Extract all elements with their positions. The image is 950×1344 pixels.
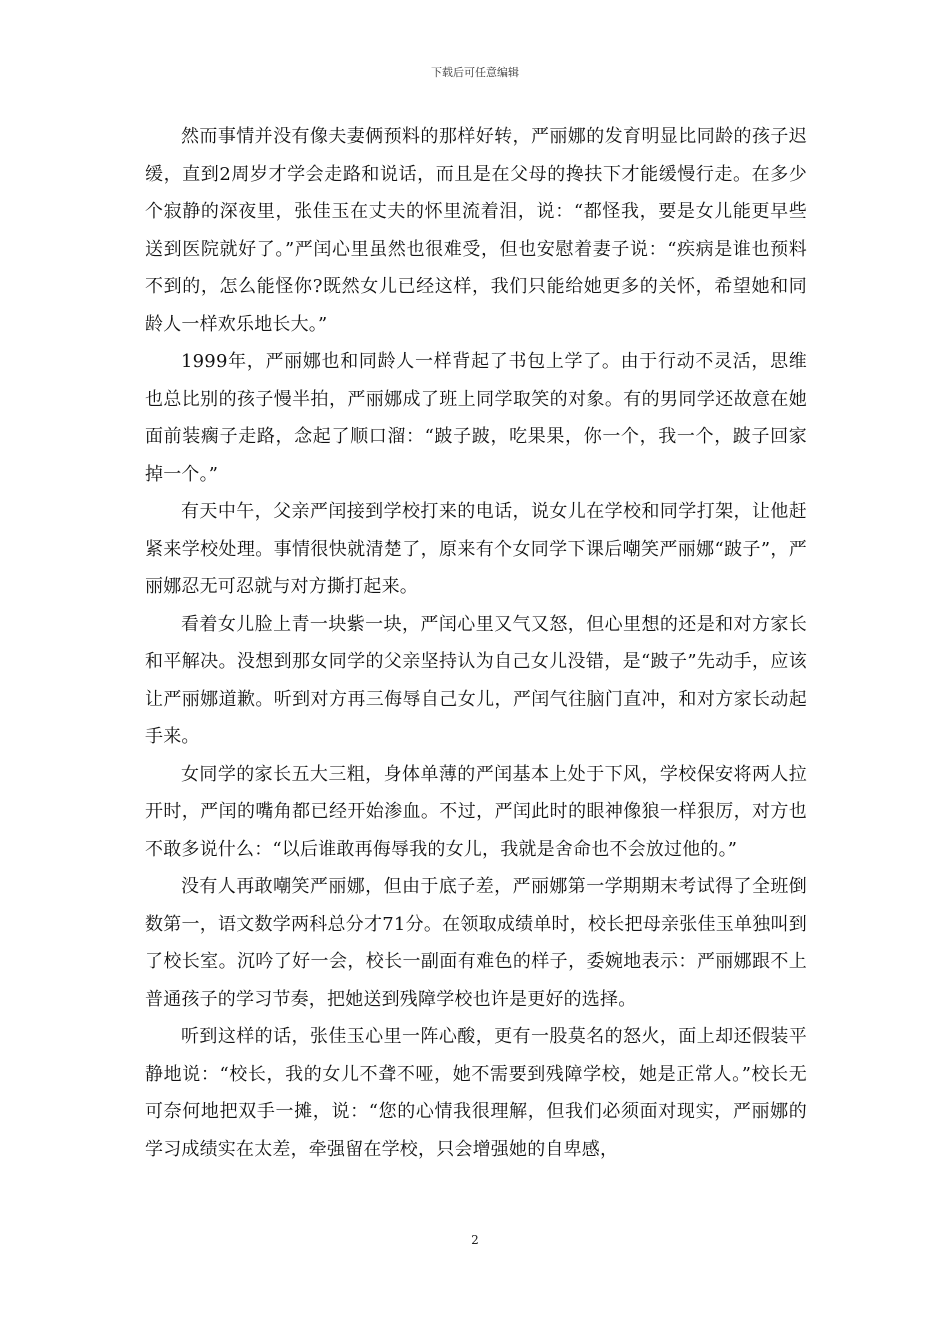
paragraph: 1999年，严丽娜也和同龄人一样背起了书包上学了。由于行动不灵活，思维也总比别的孩子慢半拍，严丽娜成了班上同学取笑的对象。有的男同学还故意在她面前装瘸子走路，念起了顺口溜：“跛子跛，吃果果，你一个，我一个，跛子回家掉一个。” xyxy=(145,351,807,485)
paragraph: 没有人再敢嘲笑严丽娜，但由于底子差，严丽娜第一学期期末考试得了全班倒数第一，语文数学两科总分才71分。在领取成绩单时，校长把母亲张佳玉单独叫到了校长室。沉吟了好一会，校长一副面有难色的样子，委婉地表示：严丽娜跟不上普通孩子的学习节奏，把她送到残障学校也许是更好的选择。 xyxy=(145,876,807,1010)
paragraph: 然而事情并没有像夫妻俩预料的那样好转，严丽娜的发育明显比同龄的孩子迟缓，直到2周岁才学会走路和说话，而且是在父母的搀扶下才能缓慢行走。在多少个寂静的深夜里，张佳玉在丈夫的怀里流着泪，说：“都怪我，要是女儿能更早些送到医院就好了。”严闰心里虽然也很难受，但也安慰着妻子说：“疾病是谁也预料不到的，怎么能怪你?既然女儿已经这样，我们只能给她更多的关怀，希望她和同龄人一样欢乐地长大。” xyxy=(145,126,807,335)
page-number: 2 xyxy=(471,1233,479,1247)
paragraph: 女同学的家长五大三粗，身体单薄的严闰基本上处于下风，学校保安将两人拉开时，严闰的嘴角都已经开始渗血。不过，严闰此时的眼神像狼一样狠厉，对方也不敢多说什么：“以后谁敢再侮辱我的女儿，我就是舍命也不会放过他的。” xyxy=(145,763,807,860)
paragraph: 看着女儿脸上青一块紫一块，严闰心里又气又怒，但心里想的还是和对方家长和平解决。没想到那女同学的父亲坚持认为自己女儿没错，是“跛子”先动手，应该让严丽娜道歉。听到对方再三侮辱自己女儿，严闰气往脑门直冲，和对方家长动起手来。 xyxy=(145,613,807,747)
body-text xyxy=(145,118,807,1168)
paragraph: 听到这样的话，张佳玉心里一阵心酸，更有一股莫名的怒火，面上却还假装平静地说：“校长，我的女儿不聋不哑，她不需要到残障学校，她是正常人。”校长无可奈何地把双手一摊，说：“您的心情我很理解，但我们必须面对现实，严丽娜的学习成绩实在太差，牵强留在学校，只会增强她的自卑感， xyxy=(145,1026,807,1160)
page-header: 下载后可任意编辑 xyxy=(431,66,519,79)
paragraph: 有天中午，父亲严闰接到学校打来的电话，说女儿在学校和同学打架，让他赶紧来学校处理。事情很快就清楚了，原来有个女同学下课后嘲笑严丽娜“跛子”，严丽娜忍无可忍就与对方撕打起来。 xyxy=(145,501,807,597)
